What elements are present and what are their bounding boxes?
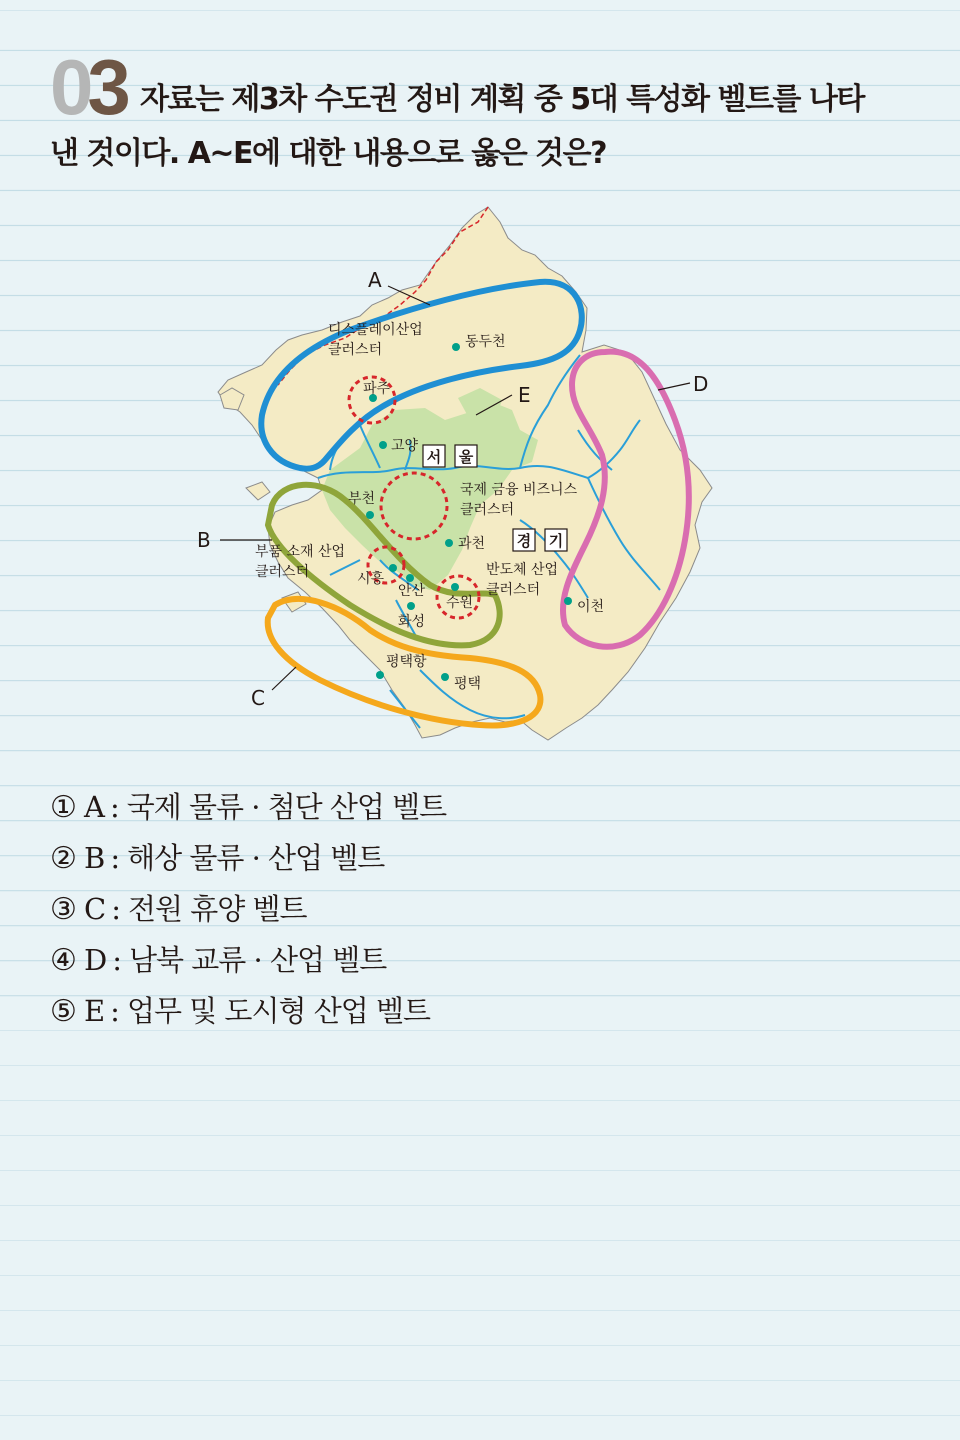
option-colon: : (109, 790, 119, 824)
option-text: 전원 휴양 벨트 (127, 892, 307, 926)
city-icheon: 이천 (577, 599, 605, 615)
answer-option-5[interactable] (50, 986, 446, 1037)
region-gyeonggi-char1: 경 (516, 532, 532, 550)
belt-label-e: E (518, 383, 531, 407)
region-gyeonggi-char2: 기 (548, 532, 564, 550)
cluster-parts-line1: 부품 소재 산업 (255, 544, 346, 560)
capital-region-belt-map (190, 200, 730, 750)
option-colon: : (111, 892, 120, 926)
city-pyeongtaek-port: 평택항 (386, 654, 427, 670)
city-goyang: 고양 (391, 438, 419, 454)
option-number: ⑤ (50, 994, 76, 1029)
answer-option-1[interactable] (50, 782, 446, 833)
belt-label-d: D (693, 372, 709, 396)
option-letter: C (84, 892, 106, 926)
belt-label-a: A (368, 268, 382, 292)
option-number: ③ (50, 892, 76, 927)
belt-label-b: B (197, 528, 211, 552)
city-pyeongtaek: 평택 (454, 676, 482, 692)
option-letter: E (84, 994, 105, 1028)
answer-options (50, 782, 446, 1037)
option-letter: B (84, 841, 105, 875)
city-paju: 파주 (363, 381, 391, 397)
city-gwacheon: 과천 (458, 536, 486, 552)
cluster-display-line1: 디스플레이산업 (328, 322, 423, 338)
question-text-line2: 낸 것이다. A~E에 대한 내용으로 옳은 것은? (50, 136, 607, 171)
option-text: 남북 교류 · 산업 벨트 (129, 943, 387, 977)
island (246, 482, 270, 500)
city-hwaseong: 화성 (398, 614, 426, 630)
cluster-finance-line2: 클러스터 (460, 502, 515, 518)
city-bucheon: 부천 (348, 491, 376, 507)
city-suwon: 수원 (446, 595, 474, 611)
option-number: ② (50, 841, 76, 876)
city-siheung: 시흥 (357, 571, 385, 587)
question-text-line1: 자료는 제3차 수도권 정비 계획 중 5대 특성화 벨트를 나타 (140, 82, 864, 117)
answer-option-3[interactable] (50, 884, 446, 935)
option-text: 업무 및 도시형 산업 벨트 (126, 994, 430, 1028)
cluster-parts-line2: 클러스터 (255, 564, 310, 580)
option-letter: D (84, 943, 107, 977)
option-text: 해상 물류 · 산업 벨트 (127, 841, 385, 875)
city-ansan: 안산 (398, 583, 426, 599)
cluster-finance-line1: 국제 금융 비즈니스 (460, 482, 578, 498)
answer-option-4[interactable] (50, 935, 446, 986)
answer-option-2[interactable] (50, 833, 446, 884)
region-seoul-char1: 서 (426, 448, 442, 466)
option-colon: : (110, 994, 119, 1028)
city-dongducheon: 동두천 (465, 334, 506, 350)
option-colon: : (110, 841, 120, 875)
option-number: ① (50, 790, 76, 825)
question-number-digit-three: 3 (87, 43, 125, 131)
option-text: 국제 물류 · 첨단 산업 벨트 (126, 790, 447, 824)
belt-label-c: C (251, 686, 265, 710)
region-seoul-char2: 울 (458, 448, 474, 466)
option-colon: : (112, 943, 122, 977)
cluster-semi-line2: 클러스터 (486, 582, 541, 598)
cluster-semi-line1: 반도체 산업 (486, 562, 559, 578)
option-letter: A (84, 790, 104, 824)
cluster-display-line2: 클러스터 (328, 342, 383, 358)
option-number: ④ (50, 943, 76, 978)
question-number (50, 43, 125, 131)
question-number-digit-zero: 0 (50, 43, 88, 131)
